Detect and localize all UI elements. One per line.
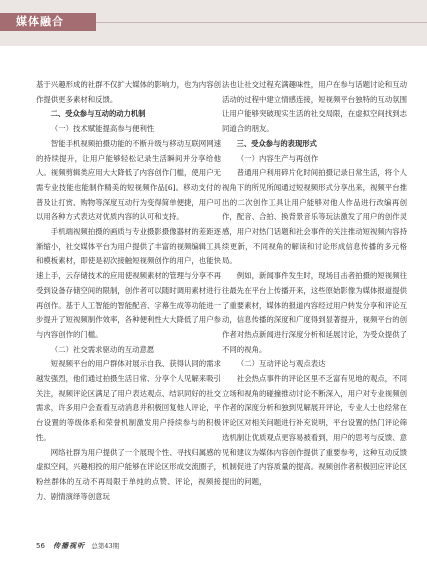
subsection-heading: （二）互动评论与观点表达 bbox=[236, 359, 326, 369]
section-heading: 三、受众参与的表现形式 bbox=[236, 138, 317, 148]
section-title: 媒体融合 bbox=[16, 15, 64, 28]
paragraph: 智能手机视频拍摄功能的不断升级与移动互联网网速的持续提升，让用户能够轻松记录生活瞬间并分享给他人。视频剪辑类应用大大降低了内容创作门槛，使用户无需专业技能也能制作精美的短视频作品[6]。移动支付的普及让打赏、购物等深度互动行为变得简单便捷，用户可以用各种方式表达对优质内容的认可和支持。 bbox=[36, 138, 221, 222]
paragraph: 例如，新闻事件发生时，现场目击者拍摄的短视频往往最先在平台上传播开来，这些原始影像为媒体报道提供了重要素材，媒体的报道内容经过用户转发分享和评论互动，信息传播的深度和广度得到显著提升，视频平台的创作者对热点新闻进行深度分析和延展讨论，为受众提供了不同的视角。 bbox=[222, 271, 407, 354]
issue-number: 总第43期 bbox=[91, 542, 120, 550]
page-header bbox=[0, 0, 427, 46]
journal-name: 传播视听 bbox=[53, 541, 86, 550]
paragraph: 普通用户利用碎片化时间拍摄记录日常生活，将个人视角下的所见所闻通过短视频形式分享出来，视频平台推出的二次创作工具让用户能够对他人作品进行改编再创作，配音、合拍、换背景音乐等玩法激发了用户的创作灵感，用户对热门话题和社会事件的关注推动短视频内容持续更新，不同视角的解读和讨论形成信息传播的多元格局。 bbox=[222, 168, 407, 266]
page-footer bbox=[36, 540, 119, 552]
paragraph: 短视频平台的用户群体对展示自我、获得认同的需求越发强烈，他们通过拍摄生活日常、分享个人见解来吸引关注，视频评论区满足了用户表达观点、结识同好的社交需求，许多用户会查看互动消息并积极回复他人评论，平台设置的等级体系和荣誉机制激发用户持续参与的积极性。 bbox=[36, 359, 221, 442]
paragraph: 基于兴趣形成的社群不仅扩大媒体的影响力，也为内容创作提供更多素材和反馈。 bbox=[36, 80, 221, 104]
paragraph: 社会热点事件的评论区里不乏富有见地的观点，不同立场和视角的碰撞推动讨论不断深入，用户对专业视频创作者的深度分析和独到见解展开评论，专业人士也经常在评论区对相关问题进行补充说明，平台设置的热门评论筛选机制让优质观点更容易被看到，用户的思考与反馈、意见和建议为媒体内容创作提供了重要参考，这种互动反馈机制促进了内容质量的提高。视频创作者积极回应评论区提出的问题， bbox=[222, 374, 407, 486]
left-text-column bbox=[36, 78, 221, 523]
paragraph: 网络社群为用户提供了一个展现个性、寻找归属感的虚拟空间，兴趣相投的用户能够在评论区形成交流圈子，粉丝群体的互动不再局限于单纯的点赞、评论，视频接力、剧情演绎等创意玩 bbox=[36, 447, 221, 501]
subsection-heading: （一）技术赋能提高参与便利性 bbox=[50, 124, 155, 134]
paragraph: 手机端视频拍摄的画质与专业摄影摄像器材的差距逐渐缩小，社交媒体平台为用户提供了丰富的视频编辑工具和模板素材，即使是初次接触短视频创作的用户，也能快速上手，云存储技术的应用使视频素材的管理与分享不再受到设备存储空间的限制，创作者可以随时调用素材进行再创作。基于人工智能的智能配音、字幕生成等功能进一步提升了短视频制作效率，各种便利性大大降低了用户参与内容创作的门槛。 bbox=[36, 227, 221, 339]
header-rule bbox=[96, 22, 427, 23]
paragraph: 法也让社交过程充满趣味性，用户在参与话题讨论和互动活动的过程中建立情感连接，短视频平台独特的互动氛围让用户能够突破现实生活的社交局限，在虚拟空间找到志同道合的朋友。 bbox=[222, 80, 407, 134]
page-number: 56 bbox=[36, 542, 45, 550]
right-text-column bbox=[222, 78, 407, 523]
subsection-heading: （二）社交需求驱动的互动意愿 bbox=[50, 344, 155, 354]
subsection-heading: （一）内容生产与再创作 bbox=[236, 153, 319, 163]
section-heading: 二、受众参与互动的动力机制 bbox=[50, 109, 146, 119]
